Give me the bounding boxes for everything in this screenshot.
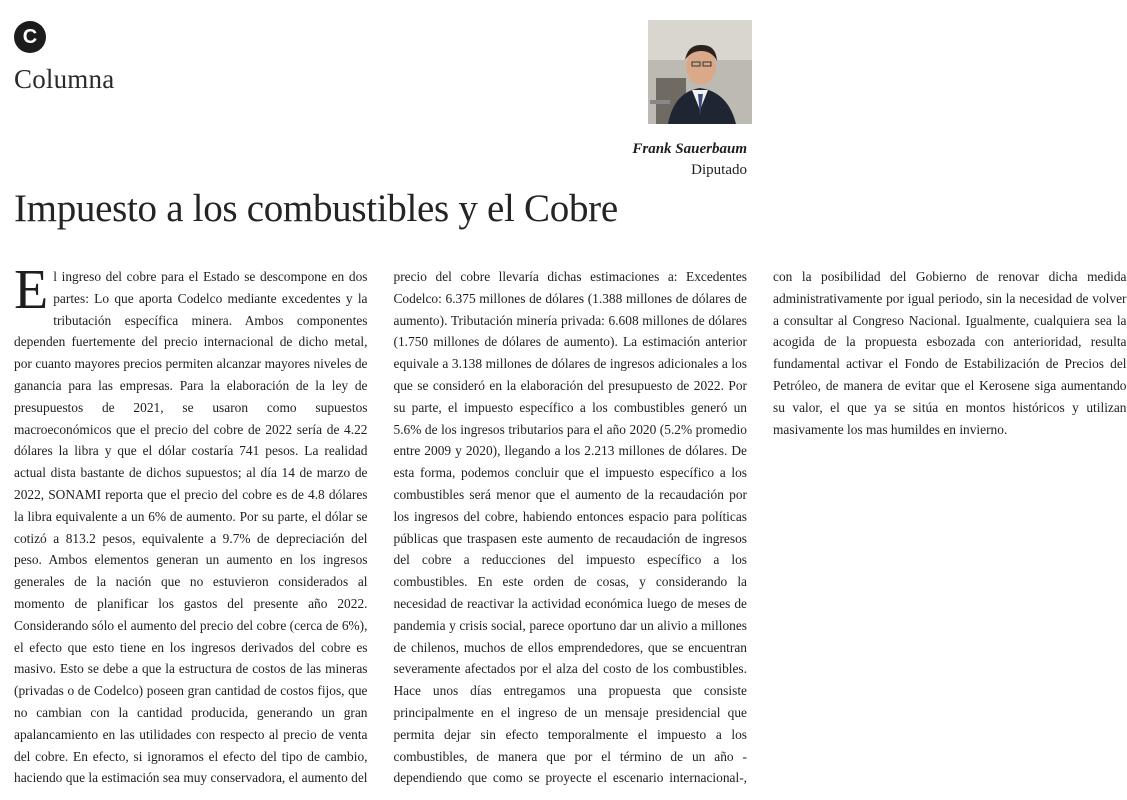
column-logo: C [14, 21, 46, 53]
author-portrait-icon [648, 20, 752, 124]
author-photo [648, 20, 752, 124]
article-paragraph [14, 259, 1127, 792]
section-label: Columna [14, 64, 115, 94]
byline [632, 139, 747, 181]
drop-cap: E [14, 259, 49, 321]
author-role: Diputado [691, 162, 747, 178]
article-title: Impuesto a los combustibles y el Cobre [14, 187, 618, 230]
article-body [14, 259, 1127, 792]
article-text: l ingreso del cobre para el Estado se descompone en dos partes: Lo que aporta Codelco mediante excedentes y la tributación específica minera. Ambos componentes dependen fuertemente del precio internacional de dicho metal, por cuanto mayores precios permiten alcanzar mayores niveles de ganancia para las empresas. Para la elaboración de la ley de presupuestos de 2021, se usaron como supuestos macroeconómicos que el precio del cobre de 2022 sería de 4.22 dólares la libra y que el dólar costaría 741 pesos. La realidad actual dista bastante de dichos supuestos; al día 14 de marzo de 2022, SONAMI reporta que el precio del cobre es de 4.8 dólares la libra equivalente a un 6% de aumento. Por su parte, el dólar se cotizó a 813.2 pesos, equivalente a 9.7% de depreciación del peso. Ambos elementos generan un aumento en los ingresos generales de la nación que no estuvieron considerados al momento de planificar los gastos del presente año 2022. Considerando sólo el aumento del precio del cobre (cerca de 6%), el efecto que esto tiene en los ingresos derivados del cobre es masivo. Esto se debe a que la estructura de costos de las mineras (privadas o de Codelco) poseen gran cantidad de costos fijos, que no cambian con la cantidad producida, generando un gran apalancamiento en las utilidades con respecto al precio de venta del cobre. En efecto, si ignoramos el efecto del tipo de cambio, haciendo que la estimación sea muy conservadora, el aumento del precio del cobre llevaría dichas estimaciones a: Excedentes Codelco: 6.375 millones de dólares (1.388 millones de dólares de aumento). Tributación minería privada: 6.608 millones de dólares (1.750 millones de dólares de aumento). La estimación anterior equivale a 3.138 millones de dólares de ingresos adicionales a los que se consideró en la elaboración del presupuesto de 2022. Por su parte, el impuesto específico a los combustibles generó un 5.6% de los ingresos tributarios para el año 2020 (5.2% promedio entre 2009 y 2020), llegando a los 2.213 millones de dólares. De esta forma, podemos concluir que el impuesto específico a los combustibles será menor que el aumento de la recaudación por los ingresos del cobre, habiendo entonces espacio para políticas públicas que traspasen este aumento de recaudación de ingresos del cobre a reducciones del impuesto específico a los combustibles. En este orden de cosas, y considerando la necesidad de reactivar la actividad económica luego de meses de pandemia y crisis social, parece oportuno dar un alivio a millones de chilenos, muchos de ellos emprendedores, que se encuentran severamente afectados por el alza del costo de los combustibles. Hace unos días entregamos una propuesta que consiste principalmente en el ingreso de un mensaje presidencial que permita dejar sin efecto temporalmente el impuesto a los combustibles, de manera que por el término de un año -dependiendo que como se proyecte el escenario internacional-, con la posibilidad del Gobierno de renovar dicha medida administrativamente por igual periodo, sin la necesidad de volver a consultar al Congreso Nacional. Igualmente, cualquiera sea la acogida de la propuesta esbozada con anterioridad, resulta fundamental activar el Fondo de Estabilización de Precios del Petróleo, de manera de evitar que el Kerosene siga aumentando su valor, el que ya se sitúa en montos históricos y utilizan masivamente los mas humildes en invierno. [14, 269, 1127, 786]
author-name: Frank Sauerbaum [632, 141, 747, 157]
